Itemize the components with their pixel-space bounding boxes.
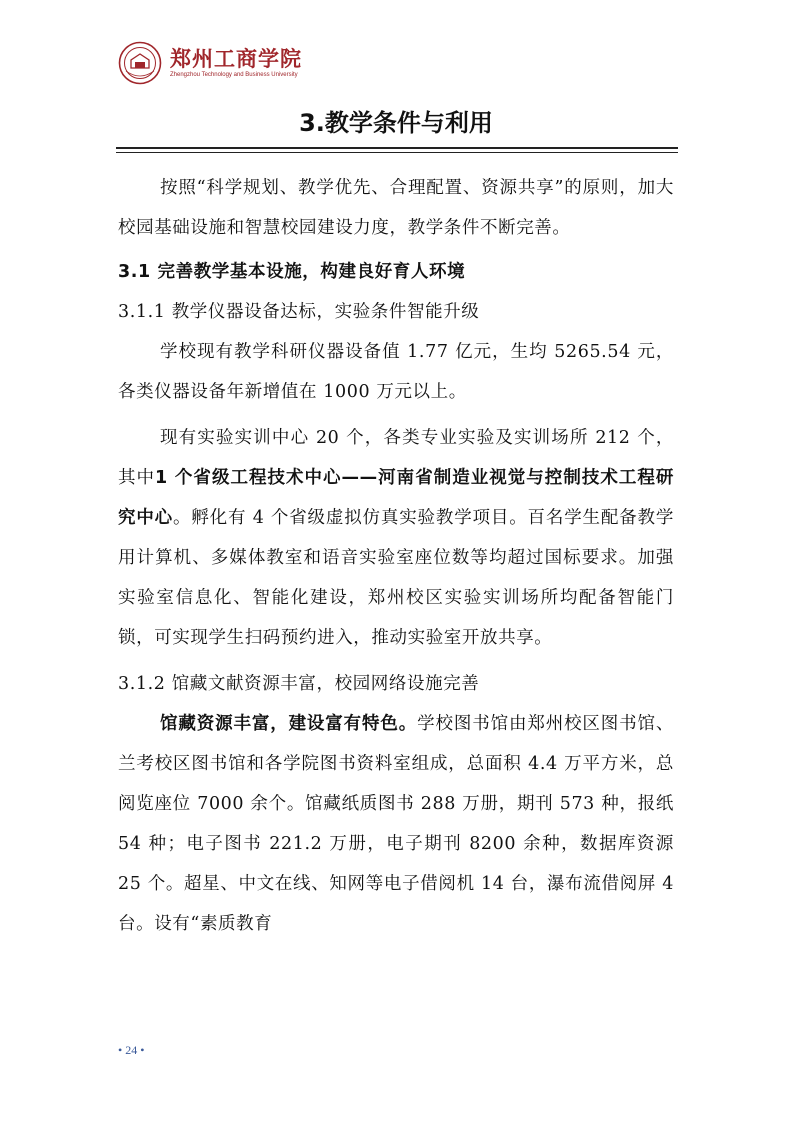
document-body [118,168,674,944]
paragraph [118,704,674,944]
title-rule-thick [116,147,678,149]
brand-name-en: Zhengzhou Technology and Business University [170,72,298,78]
intro-paragraph: 按照“科学规划、教学优先、合理配置、资源共享”的原则，加大校园基础设施和智慧校园建设力度，教学条件不断完善。 [118,178,674,238]
document-header [118,38,302,88]
university-seal-icon [118,41,162,85]
bullet-icon: • [118,1043,123,1057]
brand [170,47,302,79]
brand-name-cn: 郑州工商学院 [170,46,302,71]
title-rule-thin [116,152,678,153]
paragraph: 学校现有教学科研仪器设备值 1.77 亿元，生均 5265.54 元，各类仪器设备年新增值在 1000 万元以上。 [118,342,674,402]
bold-text-run: 1 个省级工程技术中心——河南省制造业视觉与控制技术工程研究中心 [118,468,674,528]
text-run: 。孵化有 4 个省级虚拟仿真实验教学项目。百名学生配备教学用计算机、多媒体教室和语音实验室座位数等均超过国标要求。加强实验室信息化、智能化建设，郑州校区实验实训场所均配备智能门锁，可实现学生扫码预约进入，推动实验室开放共享。 [118,508,674,648]
paragraph [118,418,674,658]
text-run: 学校图书馆由郑州校区图书馆、兰考校区图书馆和各学院图书资料室组成，总面积 4.4 万平方米，总阅览座位 7000 余个。馆藏纸质图书 288 万册，期刊 573 种，报纸 54 种；电子图书 221.2 万册，电子期刊 8200 余种，数据库资源 25 个。超星、中文在线、知网等电子借阅机 14 台，瀑布流借阅屏 4 台。设有“素质教育 [118,714,675,934]
bold-text-run: 馆藏资源丰富，建设富有特色。 [160,714,418,734]
section-heading: 3.1 完善教学基本设施，构建良好育人环境 [118,262,466,282]
subsection-heading: 3.1.1 教学仪器设备达标，实验条件智能升级 [118,302,480,322]
subsection-heading: 3.1.2 馆藏文献资源丰富，校园网络设施完善 [118,674,480,694]
page-number: 24 [125,1043,138,1057]
page-footer [118,1043,144,1058]
text-run: 现有实验实训中心 20 个，各类专业实验及实训场所 212 个，其中 [118,428,674,488]
page-title: 3.教学条件与利用 [299,109,493,137]
bullet-icon: • [140,1043,145,1057]
